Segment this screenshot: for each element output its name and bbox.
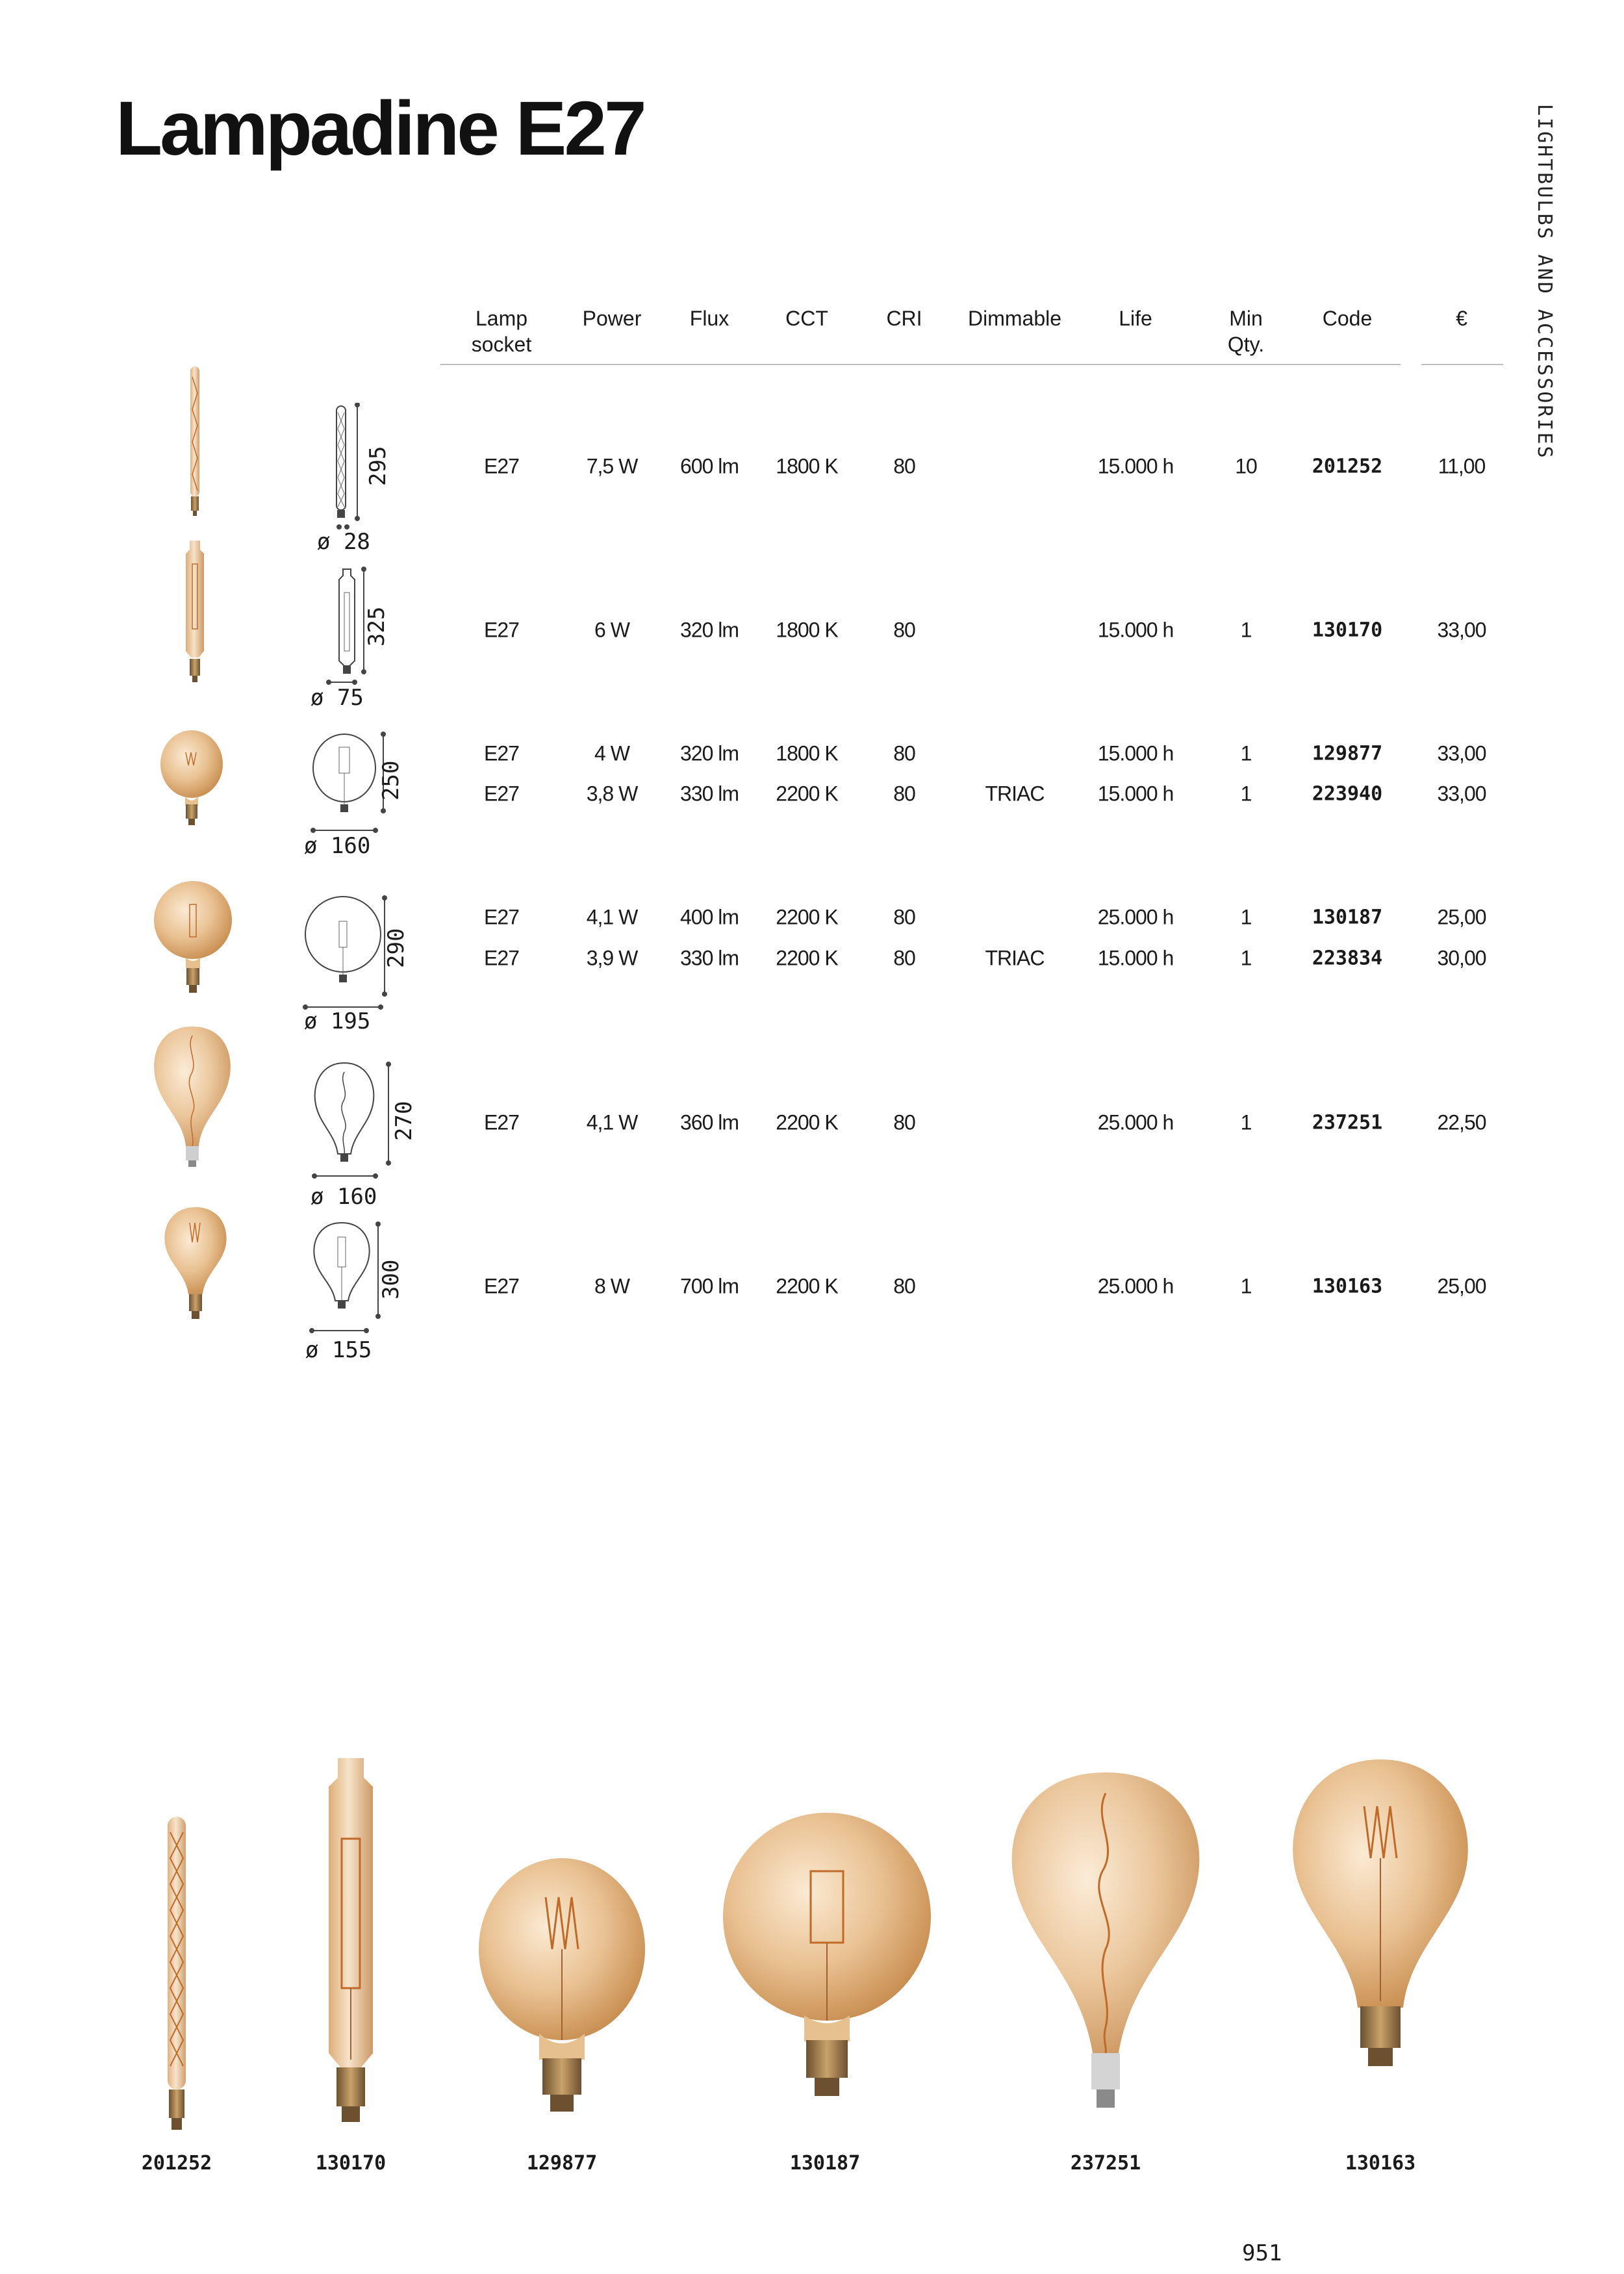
dimension-height: 270 [391,1101,417,1141]
cell-flux: 400 lm [679,905,739,929]
cell-life: 15.000 h [1097,618,1174,642]
cell-min-qty: 1 [1240,782,1252,806]
cell-socket: E27 [484,1110,519,1134]
cell-power: 7,5 W [586,454,638,478]
dimension-diameter: ø 195 [304,1008,371,1034]
cell-life: 15.000 h [1097,454,1174,478]
dimension-height: 250 [378,760,404,800]
cell-power: 4,1 W [586,905,638,929]
cell-price: 33,00 [1437,782,1486,806]
cell-flux: 360 lm [679,1110,739,1134]
cell-min-qty: 1 [1240,741,1252,765]
cell-cri: 80 [893,1110,915,1134]
product-code-label: 130163 [1345,2152,1416,2175]
bulb-photo-thumb-237251 [147,1023,238,1176]
cell-price: 33,00 [1437,618,1486,642]
cell-life: 15.000 h [1097,946,1174,970]
cell-code: 223940 [1312,782,1383,806]
product-code-label: 130187 [789,2152,861,2175]
cell-socket: E27 [484,618,519,642]
header-lamp-socket: Lamp socket [471,307,532,356]
bulb-photo-thumb-130163 [160,1203,231,1335]
cell-code: 223834 [1312,947,1383,970]
bulb-photo-130170 [305,1754,396,2144]
cell-cct: 2200 K [776,782,838,806]
cell-flux: 330 lm [679,946,739,970]
cell-code: 130170 [1312,619,1383,642]
cell-life: 25.000 h [1097,905,1174,929]
section-label: LIGHTBULBS AND ACCESSORIES [1533,104,1556,460]
header-dimmable: Dimmable [967,307,1062,330]
cell-cri: 80 [893,1274,915,1298]
bulb-photo-129877 [474,1852,650,2138]
cell-cct: 1800 K [776,618,838,642]
cell-code: 237251 [1312,1111,1383,1134]
cell-power: 6 W [594,618,629,642]
cell-power: 8 W [594,1274,629,1298]
cell-price: 25,00 [1437,1274,1486,1298]
bulb-photo-thumb-129877 [156,726,227,834]
dimension-height: 300 [378,1259,404,1299]
header-rule [440,364,1401,365]
bulb-photo-thumb-130187 [151,878,235,1003]
cell-dimmable: TRIAC [985,782,1045,806]
cell-min-qty: 10 [1235,454,1257,478]
cell-code: 129877 [1312,742,1383,765]
cell-min-qty: 1 [1240,618,1252,642]
bulb-photo-237251 [995,1767,1216,2144]
dimension-height: 290 [383,928,409,968]
header-cct: CCT [785,307,828,330]
cell-min-qty: 1 [1240,1110,1252,1134]
cell-cri: 80 [893,782,915,806]
cell-life: 15.000 h [1097,782,1174,806]
bulb-drawing-201252 [331,403,370,523]
dimension-height: 325 [364,606,390,646]
header-power: Power [582,307,642,330]
cell-dimmable: TRIAC [985,946,1045,970]
page-title: Lampadine E27 [116,86,644,172]
cell-power: 4,1 W [586,1110,638,1134]
header-price: € [1456,307,1467,330]
cell-price: 30,00 [1437,946,1486,970]
cell-flux: 320 lm [679,741,739,765]
header-code: Code [1322,307,1373,330]
cell-cct: 2200 K [776,1274,838,1298]
cell-price: 22,50 [1437,1110,1486,1134]
cell-life: 15.000 h [1097,741,1174,765]
cell-price: 25,00 [1437,905,1486,929]
dimension-diameter: ø 160 [311,1184,377,1210]
bulb-photo-130163 [1280,1754,1481,2144]
cell-code: 201252 [1312,455,1383,478]
cell-socket: E27 [484,782,519,806]
cell-price: 33,00 [1437,741,1486,765]
product-code-label: 237251 [1070,2152,1141,2175]
cell-socket: E27 [484,454,519,478]
cell-flux: 600 lm [679,454,739,478]
product-code-label: 129877 [526,2152,598,2175]
bulb-photo-130187 [720,1806,934,2144]
cell-socket: E27 [484,1274,519,1298]
cell-power: 3,8 W [586,782,638,806]
page-number: 951 [1242,2240,1282,2266]
cell-cct: 2200 K [776,905,838,929]
cell-min-qty: 1 [1240,946,1252,970]
header-min-qty: Min Qty. [1227,307,1265,356]
cell-min-qty: 1 [1240,1274,1252,1298]
product-code-label: 201252 [141,2152,212,2175]
header-life: Life [1119,307,1152,330]
cell-cct: 1800 K [776,454,838,478]
dimension-height: 295 [365,446,391,486]
dimension-diameter: ø 28 [317,529,370,555]
cell-power: 4 W [594,741,629,765]
cell-cct: 1800 K [776,741,838,765]
header-rule-price [1421,364,1503,365]
cell-flux: 700 lm [679,1274,739,1298]
bulb-photo-thumb-201252 [182,364,208,523]
cell-cct: 2200 K [776,946,838,970]
bulb-drawing-237251 [305,1059,403,1185]
cell-cri: 80 [893,741,915,765]
cell-life: 25.000 h [1097,1274,1174,1298]
bulb-photo-201252 [157,1813,196,2144]
dimension-diameter: ø 155 [305,1337,372,1363]
cell-flux: 320 lm [679,618,739,642]
cell-code: 130187 [1312,906,1383,929]
cell-socket: E27 [484,946,519,970]
cell-code: 130163 [1312,1275,1383,1298]
header-flux: Flux [689,307,730,330]
cell-cri: 80 [893,454,915,478]
cell-min-qty: 1 [1240,905,1252,929]
cell-flux: 330 lm [679,782,739,806]
dimension-diameter: ø 160 [304,833,371,859]
cell-power: 3,9 W [586,946,638,970]
cell-cri: 80 [893,946,915,970]
cell-socket: E27 [484,905,519,929]
dimension-diameter: ø 75 [311,685,364,711]
header-cri: CRI [886,307,922,330]
cell-cri: 80 [893,905,915,929]
product-code-label: 130170 [315,2152,387,2175]
bulb-photo-thumb-130170 [175,538,214,689]
cell-life: 25.000 h [1097,1110,1174,1134]
cell-cct: 2200 K [776,1110,838,1134]
cell-price: 11,00 [1438,454,1486,478]
cell-cri: 80 [893,618,915,642]
cell-socket: E27 [484,741,519,765]
